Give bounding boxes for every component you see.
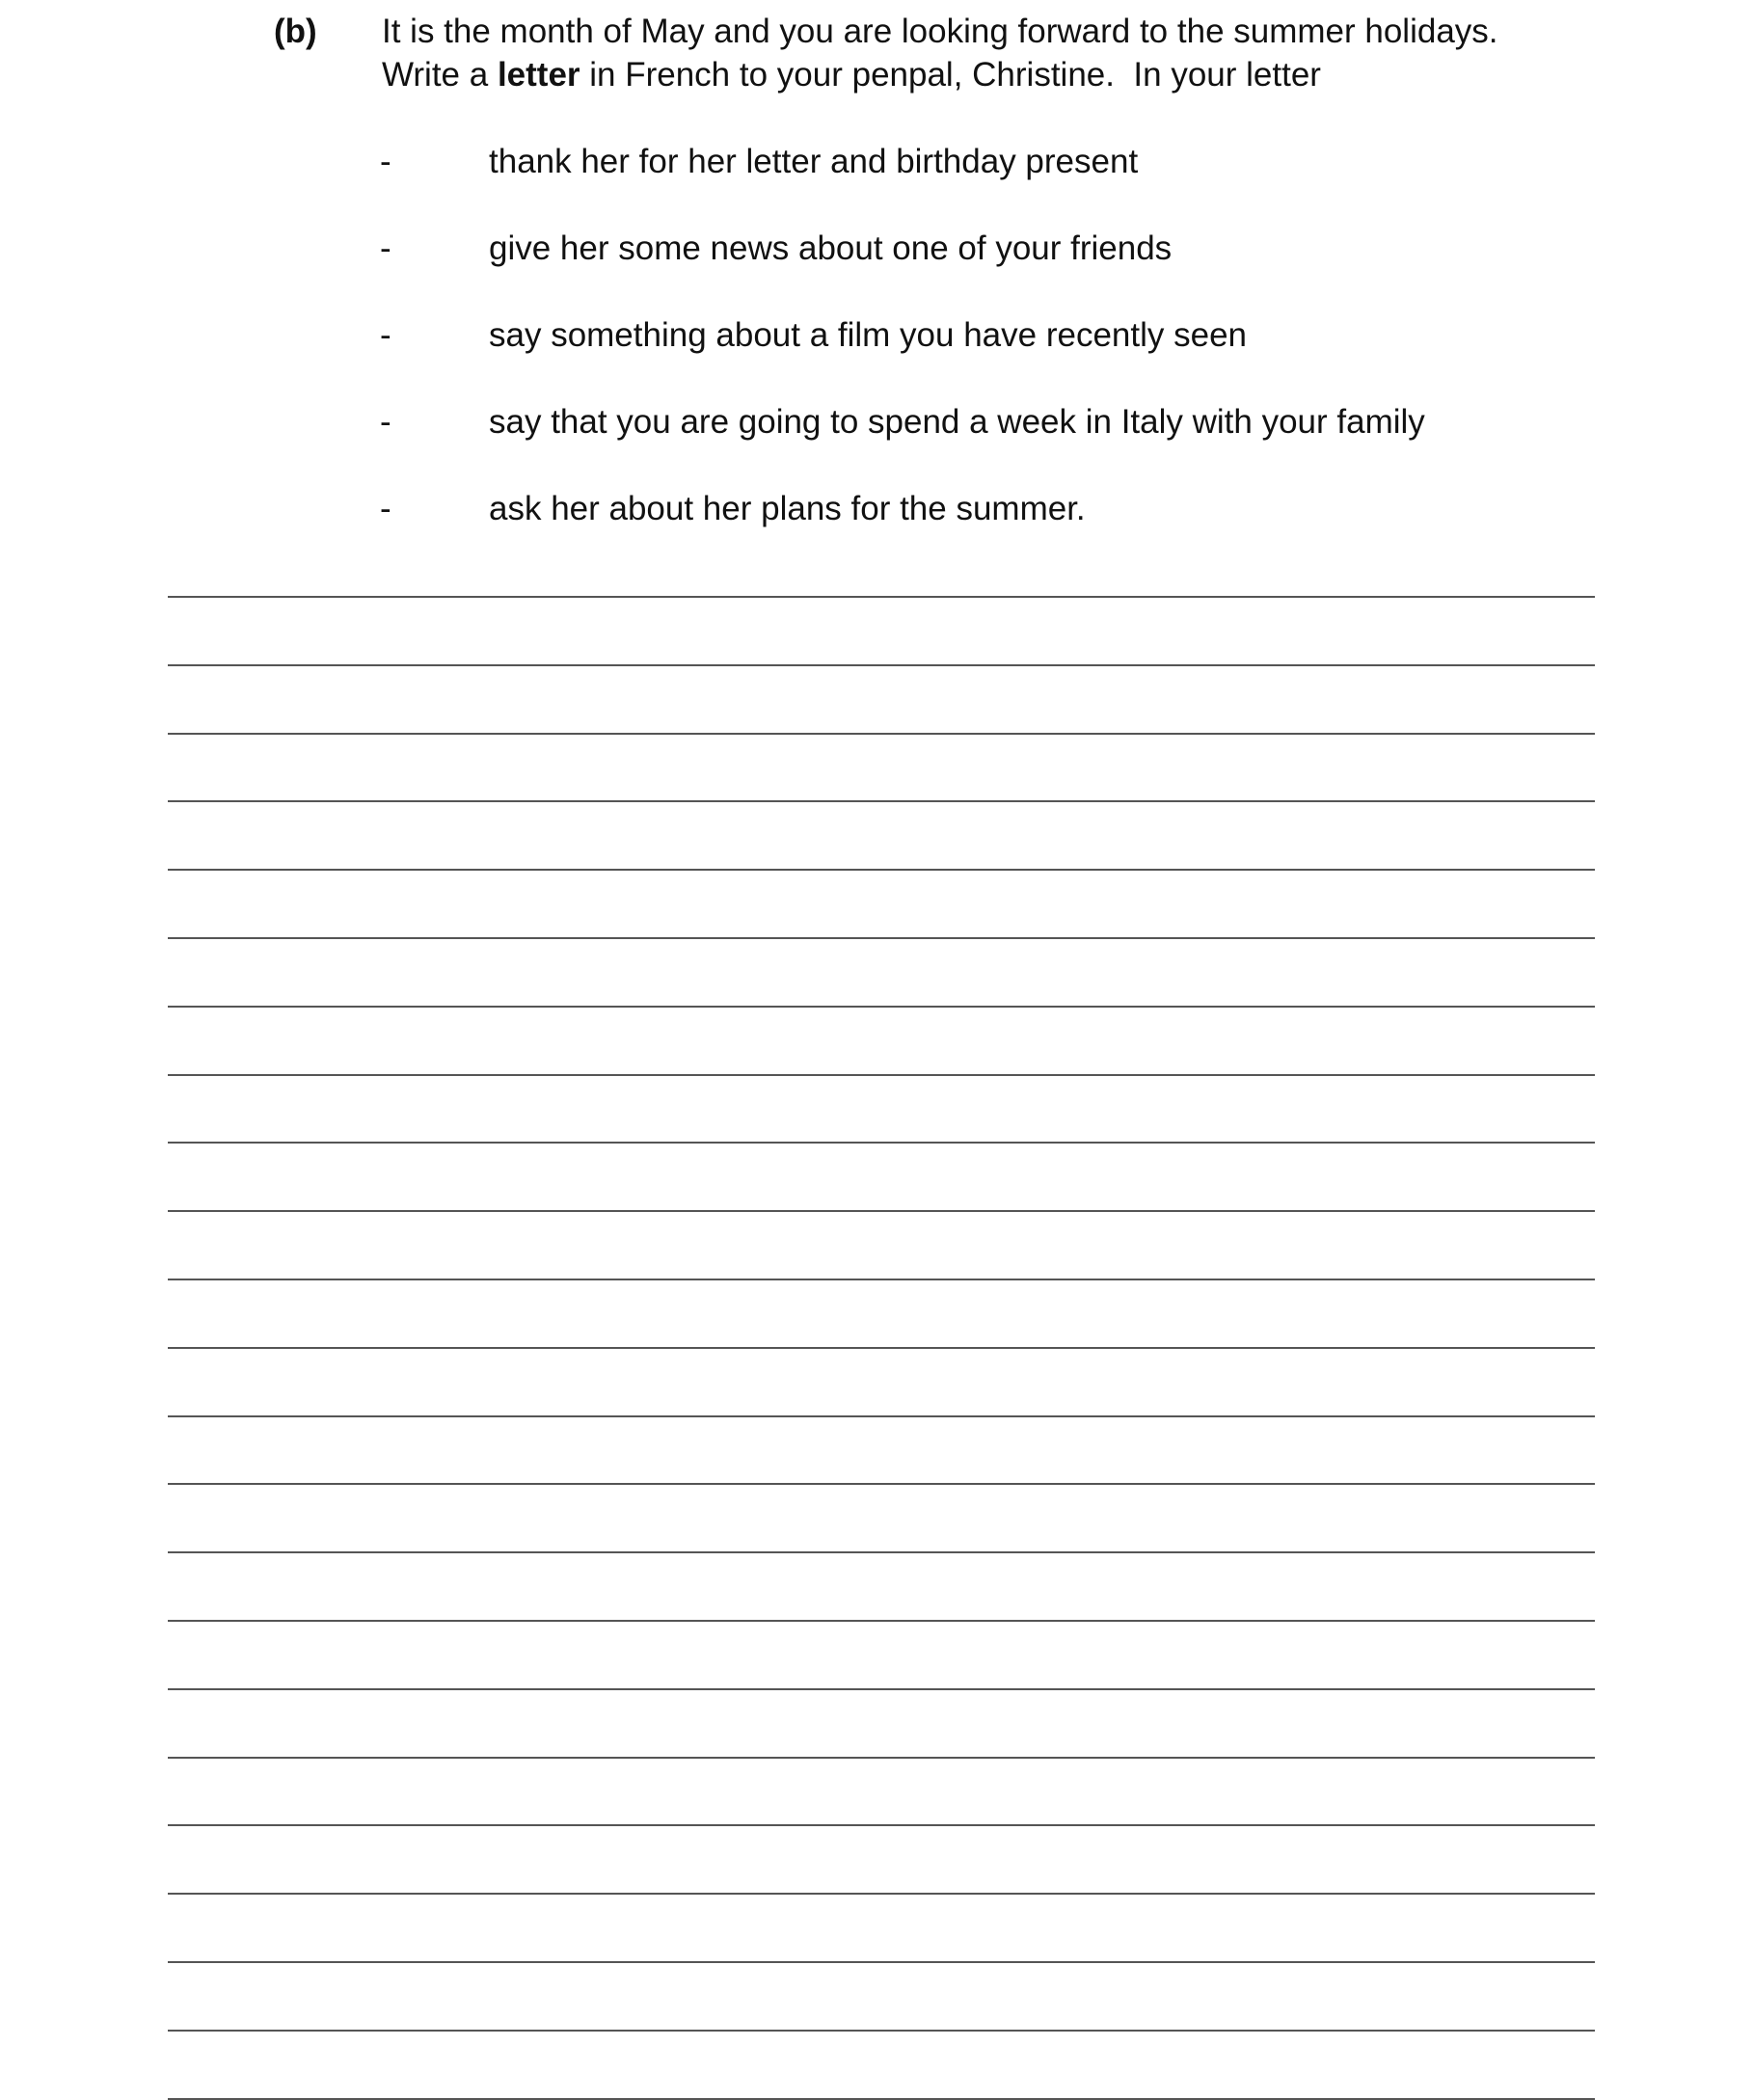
- bullet-text: say something about a film you have recently seen: [489, 316, 1247, 354]
- answer-line: [168, 1961, 1595, 1963]
- bullet-dash: -: [380, 229, 391, 267]
- instruction-line-2-start: Write a: [382, 56, 498, 94]
- bullet-text: give her some news about one of your friends: [489, 229, 1173, 267]
- instruction-line-1: It is the month of May and you are looking forward to the summer holidays.: [382, 13, 1498, 50]
- answer-line: [168, 1415, 1595, 1417]
- bullet-text: say that you are going to spend a week in Italy with your family: [489, 403, 1425, 441]
- answer-line: [168, 1893, 1595, 1895]
- instruction-emphasis: letter: [497, 56, 580, 94]
- answer-line: [168, 1210, 1595, 1212]
- answer-line: [168, 733, 1595, 735]
- answer-line: [168, 869, 1595, 871]
- answer-line: [168, 1688, 1595, 1690]
- bullet-dash: -: [380, 403, 391, 441]
- answer-line: [168, 1757, 1595, 1759]
- bullet-dash: -: [380, 490, 391, 527]
- instruction-line-2-end: in French to your penpal, Christine. In your letter: [580, 56, 1321, 94]
- answer-line: [168, 1824, 1595, 1826]
- answer-line: [168, 1620, 1595, 1622]
- answer-line: [168, 664, 1595, 666]
- answer-line: [168, 1347, 1595, 1349]
- answer-line: [168, 1074, 1595, 1076]
- answer-line: [168, 1483, 1595, 1485]
- answer-line: [168, 2030, 1595, 2032]
- bullet-item: [0, 400, 1753, 444]
- bullet-item: [0, 227, 1753, 270]
- bullet-text: thank her for her letter and birthday present: [489, 143, 1139, 180]
- answer-line: [168, 1142, 1595, 1144]
- bullet-item: [0, 487, 1753, 530]
- answer-line: [168, 596, 1595, 598]
- instruction-line-2: [382, 53, 1498, 96]
- bullet-dash: -: [380, 143, 391, 180]
- answer-line: [168, 1006, 1595, 1008]
- bullet-item: [0, 313, 1753, 357]
- answer-line: [168, 1279, 1595, 1280]
- bullet-dash: -: [380, 316, 391, 354]
- answer-line: [168, 1551, 1595, 1553]
- question-label: (b): [274, 13, 317, 50]
- bullet-text: ask her about her plans for the summer.: [489, 490, 1086, 527]
- answer-line: [168, 800, 1595, 802]
- question-instructions: [382, 10, 1498, 96]
- bullet-item: [0, 140, 1753, 183]
- answer-line: [168, 937, 1595, 939]
